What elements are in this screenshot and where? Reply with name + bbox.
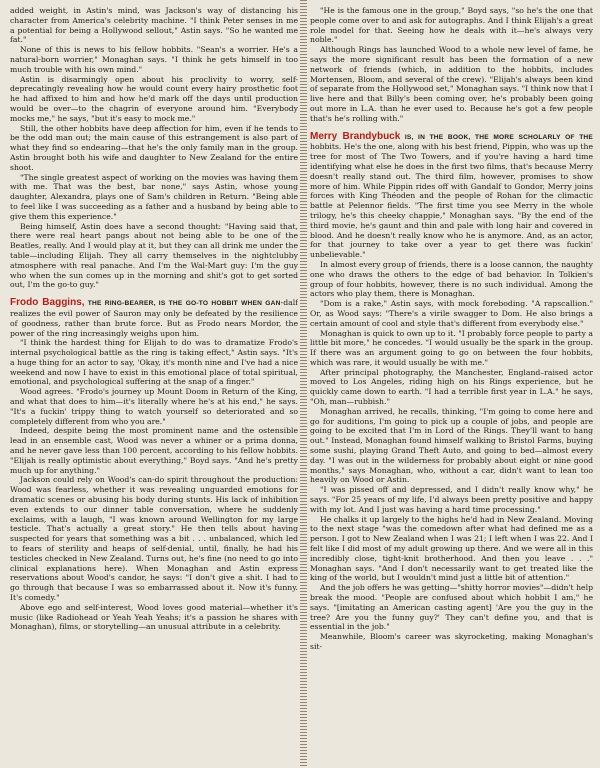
merry-lead-rest: hobbits. He's the one, along with his best friend, Pippin, who was up the tree for most of The Two Towers, and if you're having a hard time identifying what else he does in the first two films, that's because Merry doesn't really stand out. The third film, however, promises to show more of him. While Pippin rides off with Gandalf to Gondor, Merry joins forces with King Théoden and the people of Rohan for the climactic battle at Pelennor fields. "The first time you see Merry in the whole trilogy, he's this cheeky chappie," Monaghan says. "By the end of the third movie, he's gaunt and thin and pale with long hair and covered in blood. And he doesn't really know who he is anymore. And, as an actor, for that journey to take over a year to get there was fuckin' unbelievable." (310, 142, 593, 260)
paragraph: "Dom is a rake," Astin says, with mock foreboding. "A rapscallion." Or, as Wood says: "There's a virile swagger to Dom. He also brings a certain amount of cool and style that's different from everybody else." (310, 299, 593, 328)
section-lead-frodo: Frodo Baggins, THE RING-BEARER, IS THE GO-TO HOBBIT WHEN GAN-dalf realizes the evil power of Sauron may only be defeated by the resilience of goodness, rather than brute force. But as Frodo nears Mordor, the power of the ring increasingly weighs upon him. (10, 297, 298, 338)
paragraph: Meanwhile, Bloom's career was skyrocketing, making Monaghan's sit- (310, 632, 593, 651)
paragraph: added weight, in Astin's mind, was Jackson's way of distancing his character from America's celebrity machine. "I think Peter senses in me a potential for being a Hollywood sellout," Astin says. "So he wanted me fat." (10, 6, 298, 45)
frodo-lead-rest: dalf realizes the evil power of Sauron may only be defeated by the resilience of goodness, rather than brute force. But as Frodo nears Mordor, the power of the ring increasingly weighs upon him. (10, 298, 298, 338)
paragraph: Although Rings has launched Wood to a whole new level of fame, he says the more significant result has been the formation of a new network of friends (which, in addition to the hobbits, includes Mortensen, Bloom, and several of the crew). "Elijah's always been kind of separate from the Hollywood set," Monaghan says. "I think now that I live here and that Billy's been coming over, he's probably been going out more in L.A. than he ever used to. Because he's got a few people that's he's rolling with." (310, 45, 593, 123)
paragraph: Being himself, Astin does have a second thought: "Having said that, there were real heart pangs about not being able to be one of the Beatles, really. And I would play at it, but they can all drink me under the table—including Elijah. They all carry themselves in the nightclubby atmosphere with real panache. And I'm the Wal-Mart guy: I'm the guy who when the sun comes up in the morning and shit's got to get sorted out, I'm the go-to guy." (10, 221, 298, 290)
frodo-name: Frodo Baggins, (10, 297, 85, 309)
section-lead-merry (310, 132, 593, 260)
paragraph: Astin is disarmingly open about his proclivity to worry, self-deprecatingly revealing how he would count every hairy prosthetic foot he had affixed to him and how he'd mark off the days until production would be over—to the chagrin of everyone around him. "Everybody mocks me," he says, "but it's easy to mock me." (10, 74, 298, 123)
paragraph: "I was pissed off and depressed, and I didn't really know why," he says. "For 25 years of my life, I'd always been pretty positive and happy with my lot. And I just was having a hard time processing." (310, 485, 593, 514)
paragraph: He chalks it up largely to the highs he'd had in New Zealand. Moving to the next stage "was the comedown after what had defined me as a person. I got to New Zealand when I was 21; I left when I was 22. And I felt like I did most of my adult growing up there. And we were all in this incredibly close, tight-knit brotherhood. And then you leave . . ." Monaghan says. "And I don't necessarily want to get treated like the king of the world, but I wouldn't mind just a little bit of attention." (310, 514, 593, 583)
paragraph: None of this is news to his fellow hobbits. "Sean's a worrier. He's a natural-born worrier," Monaghan says. "I think he gets himself in too much trouble with his own mind." (10, 45, 298, 74)
right-column (310, 6, 593, 766)
paragraph: And the job offers he was getting—"shitty horror movies"—didn't help break the mood. "People are confused about which hobbit I am," he says. "[imitating an American casting agent] 'Are you the guy in the tree? Are you the funny guy?' They can't define you, and that is essential in the job." (310, 583, 593, 632)
paragraph: Still, the other hobbits have deep affection for him, even if he tends to be the odd man out; the main cause of this estrangement is also part of what they find so endearing—that he's the only family man in the group. Astin brought both his wife and daughter to New Zealand for the entire shoot. (10, 123, 298, 172)
frodo-lead-caps: THE RING-BEARER, IS THE GO-TO HOBBIT WHEN GAN (84, 300, 281, 308)
paragraph: Jackson could rely on Wood's can-do spirit throughout the production: Wood was fearless, whether it was revealing unguarded emotions for dramatic scenes or abusing his body during stunts. His lack of inhibition even extends to our dinner table conversation, where he suddenly exclaims, with a laugh, "I was known around Wellington for my large testicle. That's actually a great story." He then tells about having suspected for years that something was a bit . . . unbalanced, which led to fears of sterility and heaps of self-denial, until, finally, he had his testicles checked in New Zealand. Turns out, he's fine (no need to go into clinical explanations here). When Monaghan and Astin express reservations about Wood's candor, he says: "I don't give a shit. I had to go through that because I was so embarrassed about it. Now it's funny. It's comedy." (10, 475, 298, 603)
left-column (10, 6, 298, 766)
paragraph: In almost every group of friends, there is a loose cannon, the naughty one who draws the others to the edge of bad behavior. In Tolkien's group of four hobbits, however, there is no such individual. Among the actors who play them, there is Monaghan. (310, 259, 593, 299)
column-divider (300, 0, 307, 768)
paragraph: Indeed, despite being the most prominent name and the ostensible lead in an ensemble cast, Wood was never a whiner or a prima donna, and he never gave less than 100 percent, according to his fellow hobbits. "Elijah is really optimistic about everything," Boyd says. "And he's pretty much up for anything." (10, 426, 298, 475)
paragraph: Wood agrees. "Frodo's journey up Mount Doom in Return of the King, and what that does to him—it's literally where he's at his end," he says. "It's a fuckin' trippy thing to watch yourself so deteriorated and so completely different from who you are." (10, 387, 298, 426)
paragraph: After principal photography, the Manchester, England–raised actor moved to Los Angeles, riding high on his Rings experience, but he quickly came down to earth. "I had a terrible first year in L.A." he says, "Oh, man—rubbish." (310, 367, 593, 407)
paragraph: "The single greatest aspect of working on the movies was having them with me. That was the best, bar none," says Astin, whose young daughter, Alexandra, plays one of Sam's children in Return. "Being able to feel like I was succeeding as a father and a husband by being able to give them this experience." (10, 172, 298, 221)
paragraph: Above ego and self-interest, Wood loves good material—whether it's music (like Radiohead or Yeah Yeah Yeahs; it's a passion he shares with Monaghan), films, or storytelling—an unusual attribute in a celebrity. (10, 602, 298, 632)
paragraph: Monaghan arrived, he recalls, thinking, "I'm going to come here and go for auditions, I'm going to pick up a couple of jobs, and people are going to be excited that I'm in Lord of the Rings. They'll want to hang out." Instead, Monaghan found himself walking to Bristol Farms, buying some sushi, playing Grand Theft Auto, and going to bed—almost every day. "I was out in the wilderness for probably about eight or nine good months," says Monaghan, who, without a car, didn't want to lean too heavily on Wood or Astin. (310, 406, 593, 485)
paragraph: "He is the famous one in the group," Boyd says, "so he's the one that people come over to and ask for autographs. And I think Elijah's a great role model for that. Seeing how he deals with it—he's always very noble." (310, 6, 593, 45)
paragraph: Monaghan is quick to own up to it. "I probably force people to party a little bit more," he concedes. "I would usually be the spark in the group. If there was an argument going to go on between the four hobbits, which was rare, it would usually be with me." (310, 328, 593, 367)
merry-name: Merry Brandybuck (310, 130, 401, 142)
paragraph: "I think the hardest thing for Elijah to do was to dramatize Frodo's internal psychological battle as the ring is taking effect," Astin says. "It's a huge thing for an actor to say, 'Okay, it's month nine and I've had a nice weekend and now I have to exist in this emotional place of total spiritual, emotional, and psychological suffering at the snap of a finger." (10, 338, 298, 387)
merry-lead-caps: IS, IN THE BOOK, THE MORE SCHOLARLY OF THE (400, 133, 593, 141)
